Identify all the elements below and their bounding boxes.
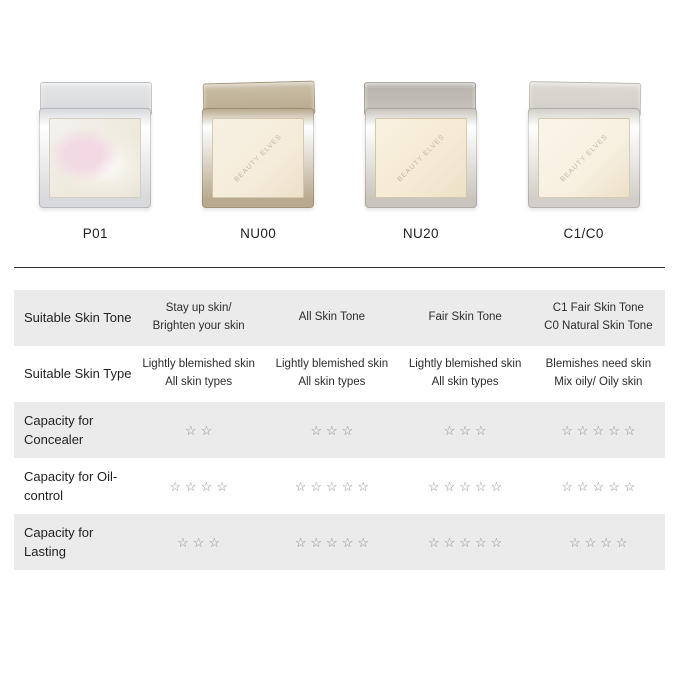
row-label: Capacity for Concealer [24, 412, 94, 447]
table-row [14, 514, 665, 570]
rating-stars [536, 536, 661, 549]
pan-emboss-text: BEAUTY ELVES [395, 132, 446, 184]
table-cell [532, 530, 665, 555]
row-label: Suitable Skin Type [24, 366, 132, 382]
rating-stars [536, 424, 661, 437]
star-icon: ☆ [192, 534, 205, 550]
table-cell [399, 303, 532, 333]
table-cell [399, 350, 532, 398]
cell-line: All skin types [431, 376, 499, 388]
rating-stars [136, 480, 261, 493]
compact-image [360, 58, 482, 208]
powder-pan [212, 118, 304, 198]
star-icon: ☆ [569, 534, 581, 550]
rating-stars [269, 480, 394, 493]
product-4 [502, 58, 665, 241]
star-icon: ☆ [576, 422, 589, 438]
product-2 [177, 58, 340, 241]
star-icon: ☆ [310, 422, 323, 438]
star-icon: ☆ [326, 478, 338, 494]
pan-emboss-text: BEAUTY ELVES [558, 132, 609, 184]
star-icon: ☆ [294, 534, 307, 550]
product-code-label: NU00 [240, 226, 277, 241]
cell-line: Mix oily/ Oily skin [554, 376, 643, 388]
star-icon: ☆ [177, 534, 189, 550]
star-icon: ☆ [490, 478, 503, 494]
star-icon: ☆ [576, 478, 589, 494]
star-icon: ☆ [357, 478, 370, 494]
cell-line: Blemishes need skin [545, 358, 652, 371]
star-icon: ☆ [561, 422, 573, 438]
table-cell [532, 474, 665, 499]
table-cell [265, 474, 398, 499]
product-code-label: C1/C0 [563, 226, 604, 241]
product-image-row [0, 0, 679, 241]
star-icon: ☆ [490, 534, 503, 550]
product-3 [340, 58, 503, 241]
star-icon: ☆ [474, 534, 487, 550]
table-cell [265, 350, 398, 398]
row-label: Suitable Skin Tone [24, 310, 132, 326]
table-cell [265, 303, 398, 333]
table-cell [532, 350, 665, 398]
cell-line: Stay up skin/ [165, 302, 232, 315]
star-icon: ☆ [608, 422, 620, 438]
star-icon: ☆ [443, 422, 456, 438]
cell-line: Brighten your skin [152, 320, 245, 332]
table-cell [132, 418, 265, 443]
star-icon: ☆ [427, 534, 440, 550]
rating-stars [403, 480, 528, 493]
powder-pan [538, 118, 630, 198]
star-icon: ☆ [169, 478, 181, 494]
star-icon: ☆ [200, 478, 213, 494]
star-icon: ☆ [443, 478, 456, 494]
powder-pan [49, 118, 141, 198]
rating-stars [536, 480, 661, 493]
comparison-table [14, 290, 665, 570]
cell-line: All skin types [165, 376, 233, 388]
star-icon: ☆ [616, 534, 628, 550]
star-icon: ☆ [459, 422, 471, 438]
rating-stars [403, 536, 528, 549]
star-icon: ☆ [427, 478, 440, 494]
star-icon: ☆ [608, 478, 620, 494]
rating-stars [403, 424, 528, 437]
table-row [14, 290, 665, 346]
cell-line: C1 Fair Skin Tone [552, 302, 644, 315]
compact-base [365, 108, 477, 208]
star-icon: ☆ [459, 534, 471, 550]
star-icon: ☆ [474, 422, 487, 438]
star-icon: ☆ [592, 422, 605, 438]
star-icon: ☆ [474, 478, 487, 494]
star-icon: ☆ [326, 422, 338, 438]
product-code-label: NU20 [402, 226, 439, 241]
product-1 [14, 58, 177, 241]
star-icon: ☆ [600, 534, 613, 550]
table-cell [399, 530, 532, 555]
star-icon: ☆ [459, 478, 471, 494]
table-cell [265, 530, 398, 555]
star-icon: ☆ [561, 478, 573, 494]
rating-stars [269, 536, 394, 549]
table-row [14, 346, 665, 402]
star-icon: ☆ [341, 478, 354, 494]
star-icon: ☆ [310, 478, 323, 494]
cell-line: All Skin Tone [298, 311, 366, 324]
pan-emboss-text: BEAUTY ELVES [233, 132, 284, 184]
compact-image [34, 58, 156, 208]
row-label: Capacity for Lasting [24, 524, 94, 559]
rating-stars [269, 424, 394, 437]
compact-base [202, 108, 314, 208]
section-divider [14, 267, 665, 268]
table-cell [132, 474, 265, 499]
compact-image [197, 58, 319, 208]
star-icon: ☆ [310, 534, 323, 550]
table-row [14, 402, 665, 458]
powder-pan [375, 118, 467, 198]
table-cell [399, 418, 532, 443]
table-cell [132, 294, 265, 342]
star-icon: ☆ [443, 534, 456, 550]
cell-line: All skin types [298, 376, 366, 388]
table-cell [265, 418, 398, 443]
star-icon: ☆ [184, 478, 197, 494]
star-icon: ☆ [623, 478, 636, 494]
star-icon: ☆ [341, 534, 354, 550]
rating-stars [136, 536, 261, 549]
cell-line: Fair Skin Tone [428, 311, 502, 324]
cell-line: Lightly blemished skin [275, 358, 389, 371]
table-cell [399, 474, 532, 499]
star-icon: ☆ [584, 534, 597, 550]
rating-stars [136, 424, 261, 437]
table-row [14, 458, 665, 514]
cell-line: C0 Natural Skin Tone [544, 320, 653, 332]
compact-base [528, 108, 640, 208]
star-icon: ☆ [592, 478, 605, 494]
star-icon: ☆ [341, 422, 354, 438]
star-icon: ☆ [216, 478, 228, 494]
star-icon: ☆ [208, 534, 221, 550]
table-cell [132, 530, 265, 555]
product-code-label: P01 [82, 226, 108, 241]
star-icon: ☆ [200, 422, 213, 438]
table-cell [532, 294, 665, 342]
row-label: Capacity for Oil-control [24, 468, 118, 503]
cell-line: Lightly blemished skin [142, 358, 255, 371]
star-icon: ☆ [184, 422, 197, 438]
star-icon: ☆ [623, 422, 636, 438]
star-icon: ☆ [357, 534, 370, 550]
table-cell [532, 418, 665, 443]
compact-base [39, 108, 151, 208]
compact-image [523, 58, 645, 208]
star-icon: ☆ [294, 478, 307, 494]
table-cell [132, 350, 265, 398]
star-icon: ☆ [326, 534, 338, 550]
cell-line: Lightly blemished skin [408, 358, 522, 371]
